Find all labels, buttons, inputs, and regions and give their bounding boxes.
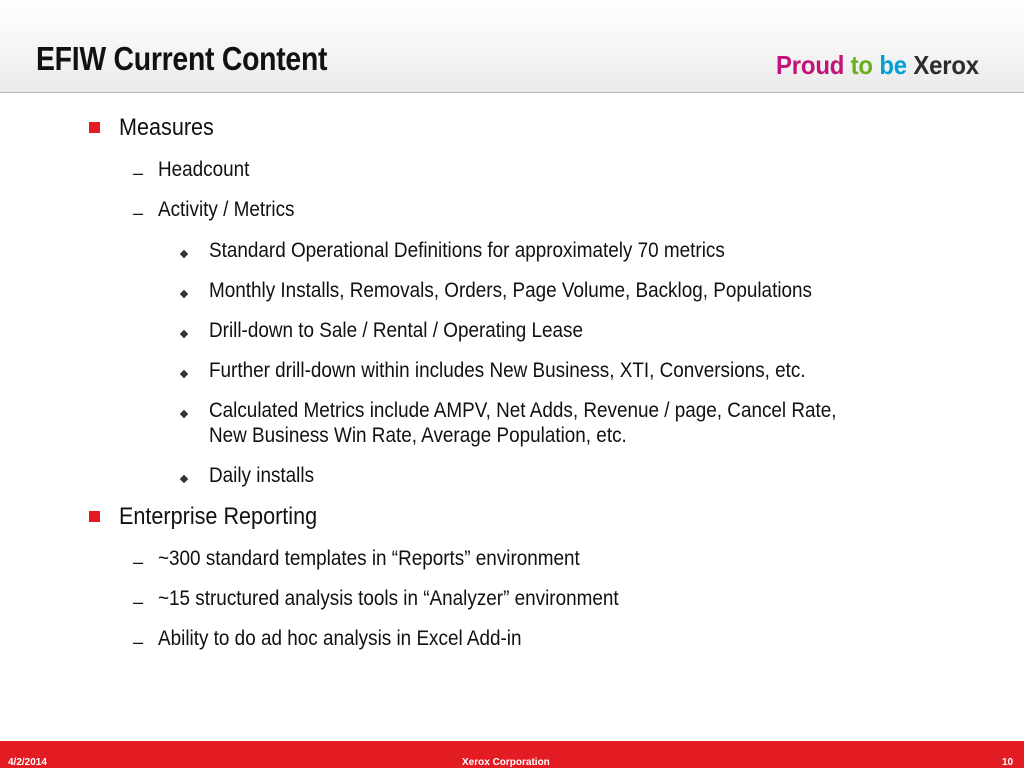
- footer-date: 4/2/2014: [8, 757, 47, 768]
- slide-footer: [0, 741, 1024, 768]
- logo-word-xerox: Xerox: [913, 50, 979, 80]
- bullet-standard-definitions: Standard Operational Definitions for approximately 70 metrics: [209, 239, 725, 262]
- bullet-measures: Measures: [119, 114, 214, 141]
- dash-bullet-icon: –: [133, 552, 144, 572]
- dash-bullet-icon: –: [133, 203, 144, 223]
- footer-company: Xerox Corporation: [462, 757, 550, 768]
- bullet-analysis-tools: ~15 structured analysis tools in “Analyzer” environment: [158, 587, 619, 610]
- dash-bullet-icon: –: [133, 592, 144, 612]
- page-title: EFIW Current Content: [36, 40, 328, 77]
- bullet-headcount: Headcount: [158, 158, 250, 181]
- bullet-daily-installs: Daily installs: [209, 464, 315, 487]
- xerox-logo: [776, 50, 979, 81]
- bullet-monthly-installs: Monthly Installs, Removals, Orders, Page Volume, Backlog, Populations: [209, 279, 812, 302]
- diamond-bullet-icon: [180, 250, 188, 258]
- logo-word-proud: Proud: [776, 50, 845, 80]
- bullet-activity-metrics: Activity / Metrics: [158, 198, 295, 221]
- slide-header: [0, 0, 1024, 93]
- bullet-enterprise-reporting: Enterprise Reporting: [119, 503, 318, 530]
- diamond-bullet-icon: [180, 290, 188, 298]
- diamond-bullet-icon: [180, 410, 188, 418]
- square-bullet-icon: [89, 122, 100, 133]
- dash-bullet-icon: –: [133, 163, 144, 183]
- footer-page-number: 10: [1002, 757, 1014, 768]
- bullet-ad-hoc-analysis: Ability to do ad hoc analysis in Excel Add-in: [158, 627, 522, 650]
- bullet-drill-down: Drill-down to Sale / Rental / Operating Lease: [209, 319, 584, 342]
- diamond-bullet-icon: [180, 370, 188, 378]
- bullet-calculated-metrics: Calculated Metrics include AMPV, Net Adds, Revenue / page, Cancel Rate,: [209, 399, 837, 422]
- bullet-calculated-metrics-continued: New Business Win Rate, Average Population, etc.: [209, 424, 627, 447]
- dash-bullet-icon: –: [133, 632, 144, 652]
- logo-word-to: to: [850, 50, 873, 80]
- diamond-bullet-icon: [180, 330, 188, 338]
- diamond-bullet-icon: [180, 475, 188, 483]
- square-bullet-icon: [89, 511, 100, 522]
- bullet-further-drill-down: Further drill-down within includes New Business, XTI, Conversions, etc.: [209, 359, 806, 382]
- logo-word-be: be: [879, 50, 907, 80]
- bullet-standard-templates: ~300 standard templates in “Reports” environment: [158, 547, 580, 570]
